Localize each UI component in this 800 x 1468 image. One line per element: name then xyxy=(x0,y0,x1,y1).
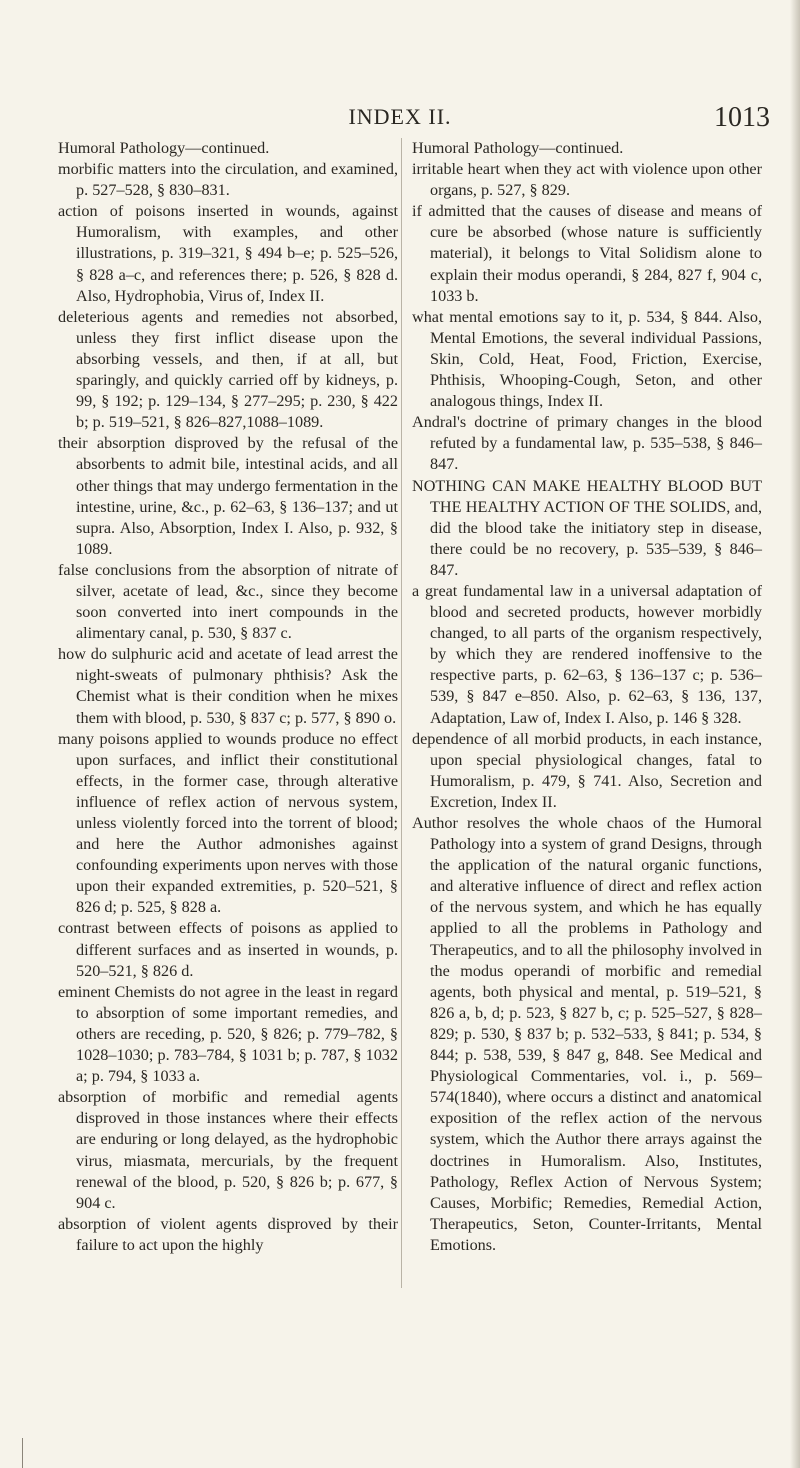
left-column xyxy=(58,138,398,1256)
index-entry: many poisons applied to wounds produce no effect upon surfaces, and inflict their constitutional effects, in the former case, through alterative influence of reflex action of nervous system, unless violently forced into the torrent of blood; and here the Author admonishes against confounding experiments upon nerves with those upon their expanded extremities, p. 520–521, § 826 d; p. 525, § 828 a. xyxy=(58,729,398,917)
right-column xyxy=(412,138,762,1256)
index-entry: eminent Chemists do not agree in the least in regard to absorption of some important remedies, and others are receding, p. 520, § 826; p. 779–782, § 1028–1030; p. 783–784, § 1031 b; p. 787, § 1032 a; p. 794, § 1033 a. xyxy=(58,982,398,1086)
running-title: INDEX II. xyxy=(348,104,452,129)
index-entry: deleterious agents and remedies not absorbed, unless they first inflict disease upon the absorbing vessels, and then, if at all, but sparingly, and quickly carried off by kidneys, p. 99, § 192; p. 129–134, § 277–295; p. 230, § 422 b; p. 519–521, § 826–827,1088–1089. xyxy=(58,307,398,432)
index-entry: Author resolves the whole chaos of the Humoral Pathology into a system of grand Designs, through the application of the natural organic functions, and alterative influence of direct and reflex action of the nervous system, and which he has equally applied to all the problems in Pathology and Therapeutics, and to all the philosophy involved in the modus operandi of morbific and remedial agents, both physical and mental, p. 519–521, § 826 a, b, d; p. 523, § 827 b, c; p. 525–527, § 828–829; p. 530, § 837 b; p. 532–533, § 841; p. 534, § 844; p. 538, 539, § 847 g, 848. See Medical and Physiological Commentaries, vol. i., p. 569–574(1840), where occurs a distinct and anatomical exposition of the reflex action of the nervous system, which the Author there arrays against the doctrines in Humoralism. Also, Institutes, Pathology, Reflex Action of Nervous System; Causes, Morbific; Remedies, Remedial Action, Therapeutics, Seton, Counter-Irritants, Mental Emotions. xyxy=(412,814,762,1254)
index-entry: absorption of morbific and remedial agents disproved in those instances where their effects are enduring or long delayed, as the hydrophobic virus, miasmata, mercurials, by the frequent renewal of the blood, p. 520, § 826 b; p. 677, § 904 c. xyxy=(58,1088,398,1212)
page-header xyxy=(30,100,770,140)
index-entry: how do sulphuric acid and acetate of lead arrest the night-sweats of pulmonary phthisis? Ask the Chemist what is their condition when he mixes them with blood, p. 530, § 837 c; p. 577, § 890 o. xyxy=(58,645,398,727)
index-entry: dependence of all morbid products, in each instance, upon special physiological changes, fatal to Humoralism, p. 479, § 741. Also, Secretion and Excretion, Index II. xyxy=(412,729,762,811)
page-corner-mark xyxy=(22,1438,43,1468)
column-heading: Humoral Pathology—continued. xyxy=(412,139,624,157)
index-entry: contrast between effects of poisons as applied to different surfaces and as inserted in wounds, p. 520–521, § 826 d. xyxy=(58,919,398,980)
index-entry: irritable heart when they act with violence upon other organs, p. 527, § 829. xyxy=(412,160,762,200)
index-entry: Andral's doctrine of primary changes in the blood refuted by a fundamental law, p. 535–538, § 846–847. xyxy=(412,413,762,474)
index-entry: action of poisons inserted in wounds, against Humoralism, with examples, and other illustrations, p. 319–321, § 494 b–e; p. 525–526, § 828 a–c, and references there; p. 526, § 828 d. Also, Hydrophobia, Virus of, Index II. xyxy=(58,202,398,305)
page-edge-shadow xyxy=(790,0,800,1468)
page-number: 1013 xyxy=(714,102,770,133)
index-entry: a great fundamental law in a universal adaptation of blood and secreted products, however morbidly changed, to all parts of the organism respectively, by which they are rendered inoffensive to the respective parts, p. 62–63, § 136–137 c; p. 536–539, § 847 e–850. Also, p. 62–63, § 136, 137, Adaptation, Law of, Index I. Also, p. 146 § 328. xyxy=(412,581,762,727)
index-entry: false conclusions from the absorption of nitrate of silver, acetate of lead, &c., since they become soon converted into inert compounds in the alimentary canal, p. 530, § 837 c. xyxy=(58,560,398,643)
index-entry: morbific matters into the circulation, and examined, p. 527–528, § 830–831. xyxy=(58,160,398,200)
index-entry: their absorption disproved by the refusal of the absorbents to admit bile, intestinal acids, and all other things that may undergo fermentation in the intestine, urine, &c., p. 62–63, § 136–137; and ut supra. Also, Absorption, Index I. Also, p. 932, § 1089. xyxy=(58,434,398,558)
column-heading: Humoral Pathology—continued. xyxy=(58,139,270,157)
index-entry: what mental emotions say to it, p. 534, § 844. Also, Mental Emotions, the several individual Passions, Skin, Cold, Heat, Food, Friction, Exercise, Phthisis, Whooping-Cough, Seton, and other analogous things, Index II. xyxy=(412,307,762,411)
index-entry: absorption of violent agents disproved by their failure to act upon the highly xyxy=(58,1214,398,1254)
index-entry: if admitted that the causes of disease and means of cure be absorbed (whose nature is sufficiently material), it belongs to Vital Solidism alone to explain their modus operandi, § 284, 827 f, 904 c, 1033 b. xyxy=(412,202,762,305)
column-divider xyxy=(401,138,402,1288)
index-entry: NOTHING CAN MAKE HEALTHY BLOOD BUT THE HEALTHY ACTION OF THE SOLIDS, and, did the blood take the initiatory step in disease, there could be no recovery, p. 535–539, § 846–847. xyxy=(412,476,762,579)
